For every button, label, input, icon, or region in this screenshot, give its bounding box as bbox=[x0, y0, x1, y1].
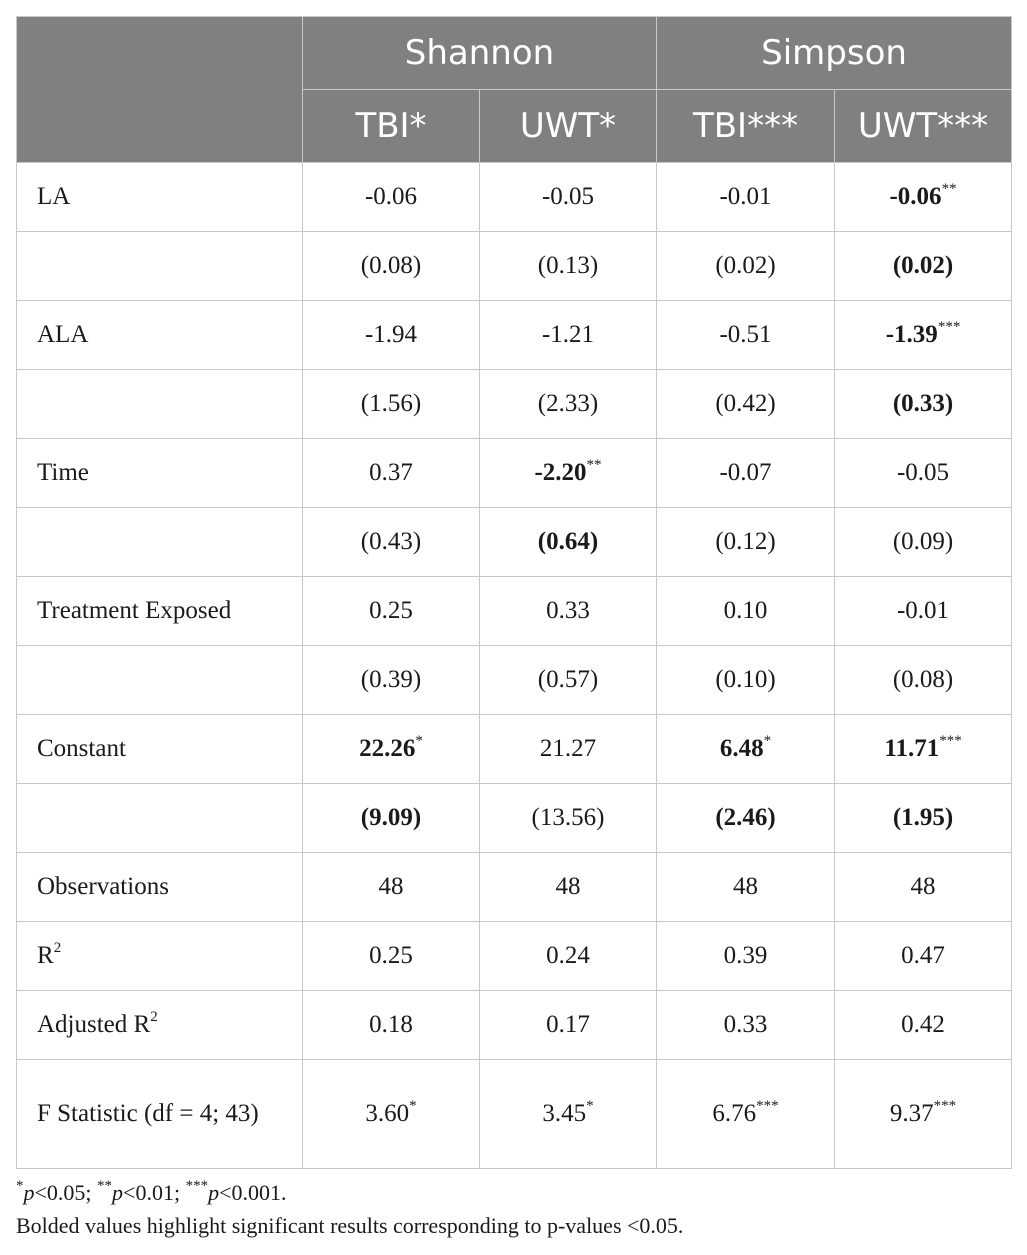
value-cell bbox=[480, 853, 657, 922]
value-cell bbox=[657, 370, 835, 439]
cell-value: 0.17 bbox=[546, 1011, 590, 1038]
row-label bbox=[17, 439, 303, 508]
cell-value: 0.39 bbox=[723, 942, 768, 969]
cell-value: 0.47 bbox=[901, 942, 945, 969]
column-header: TBI* bbox=[303, 90, 480, 163]
stars-note: *** bbox=[185, 1177, 209, 1194]
cell-value: -0.06 bbox=[889, 183, 942, 210]
row-label bbox=[17, 646, 303, 715]
value-cell bbox=[480, 508, 657, 577]
value-cell bbox=[835, 853, 1012, 922]
value-cell bbox=[657, 232, 835, 301]
value-cell bbox=[303, 853, 480, 922]
row-label bbox=[17, 301, 303, 370]
row-label-text: LA bbox=[37, 183, 71, 210]
row-label-text: R bbox=[37, 942, 54, 969]
cell-value: -0.05 bbox=[541, 183, 595, 210]
significance-stars: *** bbox=[756, 1097, 779, 1114]
row-label bbox=[17, 370, 303, 439]
cell-value: 0.33 bbox=[546, 597, 590, 624]
table-row bbox=[17, 370, 1012, 439]
cell-value: 48 bbox=[910, 873, 936, 900]
table-row bbox=[17, 577, 1012, 646]
row-label-text: F Statistic (df = 4; 43) bbox=[37, 1100, 259, 1127]
regression-table bbox=[16, 16, 1012, 1169]
cell-value: (0.02) bbox=[892, 252, 954, 279]
table-row bbox=[17, 232, 1012, 301]
cell-value: -0.05 bbox=[896, 459, 950, 486]
row-label bbox=[17, 853, 303, 922]
cell-value: -0.07 bbox=[719, 459, 772, 486]
cell-value: -1.39 bbox=[885, 321, 938, 348]
significance-legend bbox=[16, 1176, 1011, 1209]
cell-value: (9.09) bbox=[360, 804, 422, 831]
threshold-text: <0.001. bbox=[219, 1180, 287, 1205]
cell-value: -0.01 bbox=[896, 597, 950, 624]
cell-value: (0.08) bbox=[892, 666, 954, 693]
table-row bbox=[17, 301, 1012, 370]
cell-value: (0.12) bbox=[715, 528, 776, 555]
value-cell bbox=[480, 439, 657, 508]
cell-value: 21.27 bbox=[539, 735, 597, 762]
group-header-row bbox=[17, 17, 1012, 90]
table-row bbox=[17, 715, 1012, 784]
row-label bbox=[17, 922, 303, 991]
cell-value: (0.09) bbox=[892, 528, 954, 555]
value-cell bbox=[303, 370, 480, 439]
value-cell bbox=[657, 922, 835, 991]
table-row bbox=[17, 784, 1012, 853]
threshold-text: <0.01; bbox=[123, 1180, 186, 1205]
value-cell bbox=[657, 439, 835, 508]
cell-value: -1.21 bbox=[541, 321, 595, 348]
significance-stars: * bbox=[763, 732, 772, 749]
table-row bbox=[17, 439, 1012, 508]
value-cell bbox=[657, 508, 835, 577]
cell-value: (0.42) bbox=[715, 390, 776, 417]
row-label bbox=[17, 784, 303, 853]
significance-stars: *** bbox=[933, 1097, 957, 1114]
value-cell bbox=[657, 715, 835, 784]
value-cell bbox=[480, 370, 657, 439]
value-cell bbox=[303, 439, 480, 508]
value-cell bbox=[303, 922, 480, 991]
cell-value: (0.08) bbox=[360, 252, 422, 279]
value-cell bbox=[480, 163, 657, 232]
table-row bbox=[17, 508, 1012, 577]
value-cell bbox=[835, 715, 1012, 784]
value-cell bbox=[835, 301, 1012, 370]
column-header: UWT*** bbox=[835, 90, 1012, 163]
value-cell bbox=[835, 577, 1012, 646]
row-label-text: Time bbox=[37, 459, 89, 486]
value-cell bbox=[480, 715, 657, 784]
value-cell bbox=[303, 1060, 480, 1169]
value-cell bbox=[835, 232, 1012, 301]
cell-value: (1.56) bbox=[360, 390, 422, 417]
value-cell bbox=[835, 646, 1012, 715]
row-label bbox=[17, 577, 303, 646]
table-row bbox=[17, 1060, 1012, 1169]
table-row bbox=[17, 853, 1012, 922]
table-row bbox=[17, 163, 1012, 232]
cell-value: 3.45 bbox=[542, 1100, 587, 1127]
row-label bbox=[17, 508, 303, 577]
value-cell bbox=[835, 784, 1012, 853]
column-header: UWT* bbox=[480, 90, 657, 163]
value-cell bbox=[835, 922, 1012, 991]
value-cell bbox=[480, 232, 657, 301]
row-label bbox=[17, 1060, 303, 1169]
value-cell bbox=[480, 1060, 657, 1169]
significance-stars: * bbox=[415, 732, 423, 749]
stars-note: * bbox=[16, 1177, 24, 1194]
value-cell bbox=[480, 646, 657, 715]
p-symbol: p bbox=[112, 1180, 124, 1205]
significance-stars: * bbox=[586, 1097, 594, 1114]
value-cell bbox=[835, 1060, 1012, 1169]
cell-value: (13.56) bbox=[531, 804, 605, 831]
cell-value: -0.06 bbox=[364, 183, 418, 210]
table-row bbox=[17, 646, 1012, 715]
group-header-simpson: Simpson bbox=[657, 17, 1012, 90]
row-label-text: Observations bbox=[37, 873, 169, 900]
value-cell bbox=[835, 439, 1012, 508]
cell-value: 6.76 bbox=[712, 1100, 757, 1127]
value-cell bbox=[835, 370, 1012, 439]
cell-value: 0.33 bbox=[723, 1011, 768, 1038]
cell-value: 48 bbox=[555, 873, 581, 900]
cell-value: 9.37 bbox=[889, 1100, 934, 1127]
cell-value: (2.46) bbox=[715, 804, 776, 831]
value-cell bbox=[835, 991, 1012, 1060]
p-symbol: p bbox=[208, 1180, 220, 1205]
cell-value: (0.57) bbox=[537, 666, 599, 693]
cell-value: (0.64) bbox=[537, 528, 599, 555]
cell-value: 0.18 bbox=[369, 1011, 413, 1038]
cell-value: 0.24 bbox=[546, 942, 590, 969]
cell-value: 3.60 bbox=[365, 1100, 410, 1127]
table-footnotes bbox=[16, 1176, 1011, 1242]
row-label-text: ALA bbox=[37, 321, 89, 348]
cell-value: 11.71 bbox=[884, 735, 940, 762]
cell-value: (0.33) bbox=[892, 390, 954, 417]
cell-value: 48 bbox=[733, 873, 759, 900]
cell-value: 0.25 bbox=[369, 942, 413, 969]
value-cell bbox=[657, 646, 835, 715]
cell-value: 6.48 bbox=[719, 735, 764, 762]
p-symbol: p bbox=[23, 1180, 35, 1205]
table-body bbox=[17, 163, 1012, 1169]
superscript: 2 bbox=[53, 939, 62, 956]
cell-value: 0.10 bbox=[723, 597, 768, 624]
value-cell bbox=[480, 991, 657, 1060]
significance-stars: ** bbox=[586, 456, 602, 473]
row-label bbox=[17, 991, 303, 1060]
cell-value: (1.95) bbox=[892, 804, 954, 831]
value-cell bbox=[303, 991, 480, 1060]
significance-stars: ** bbox=[941, 180, 957, 197]
value-cell bbox=[480, 301, 657, 370]
row-label bbox=[17, 163, 303, 232]
cell-value: (2.33) bbox=[537, 390, 599, 417]
superscript: 2 bbox=[150, 1008, 158, 1025]
value-cell bbox=[480, 577, 657, 646]
threshold-text: <0.05; bbox=[34, 1180, 98, 1205]
corner-cell bbox=[17, 17, 303, 163]
value-cell bbox=[835, 508, 1012, 577]
row-label bbox=[17, 715, 303, 784]
cell-value: 0.37 bbox=[369, 459, 413, 486]
value-cell bbox=[480, 784, 657, 853]
cell-value: (0.39) bbox=[360, 666, 422, 693]
value-cell bbox=[303, 715, 480, 784]
row-label bbox=[17, 232, 303, 301]
value-cell bbox=[657, 1060, 835, 1169]
value-cell bbox=[657, 853, 835, 922]
value-cell bbox=[303, 301, 480, 370]
value-cell bbox=[303, 646, 480, 715]
value-cell bbox=[303, 232, 480, 301]
value-cell bbox=[657, 991, 835, 1060]
significance-stars: *** bbox=[939, 732, 962, 749]
cell-value: 0.25 bbox=[369, 597, 413, 624]
value-cell bbox=[480, 922, 657, 991]
table-row bbox=[17, 922, 1012, 991]
value-cell bbox=[657, 784, 835, 853]
table-row bbox=[17, 991, 1012, 1060]
cell-value: (0.13) bbox=[537, 252, 599, 279]
stars-note: ** bbox=[97, 1177, 113, 1194]
value-cell bbox=[657, 577, 835, 646]
bold-note: Bolded values highlight significant results corresponding to p-values <0.05. bbox=[16, 1213, 684, 1238]
value-cell bbox=[303, 508, 480, 577]
cell-value: -1.94 bbox=[364, 321, 418, 348]
cell-value: -0.51 bbox=[719, 321, 772, 348]
significance-stars: *** bbox=[937, 318, 961, 335]
value-cell bbox=[657, 163, 835, 232]
cell-value: (0.43) bbox=[360, 528, 422, 555]
cell-value: 48 bbox=[378, 873, 404, 900]
cell-value: (0.02) bbox=[715, 252, 776, 279]
cell-value: (0.10) bbox=[715, 666, 776, 693]
row-label-text: Constant bbox=[37, 735, 126, 762]
cell-value: 22.26 bbox=[359, 735, 416, 762]
group-header-shannon: Shannon bbox=[303, 17, 657, 90]
row-label-text: Treatment Exposed bbox=[37, 597, 232, 624]
value-cell bbox=[657, 301, 835, 370]
cell-value: -2.20 bbox=[534, 459, 587, 486]
significance-stars: * bbox=[409, 1097, 417, 1114]
row-label-text: Adjusted R bbox=[37, 1011, 151, 1038]
value-cell bbox=[303, 163, 480, 232]
column-header: TBI*** bbox=[657, 90, 835, 163]
cell-value: -0.01 bbox=[719, 183, 772, 210]
value-cell bbox=[835, 163, 1012, 232]
cell-value: 0.42 bbox=[901, 1011, 945, 1038]
value-cell bbox=[303, 784, 480, 853]
value-cell bbox=[303, 577, 480, 646]
